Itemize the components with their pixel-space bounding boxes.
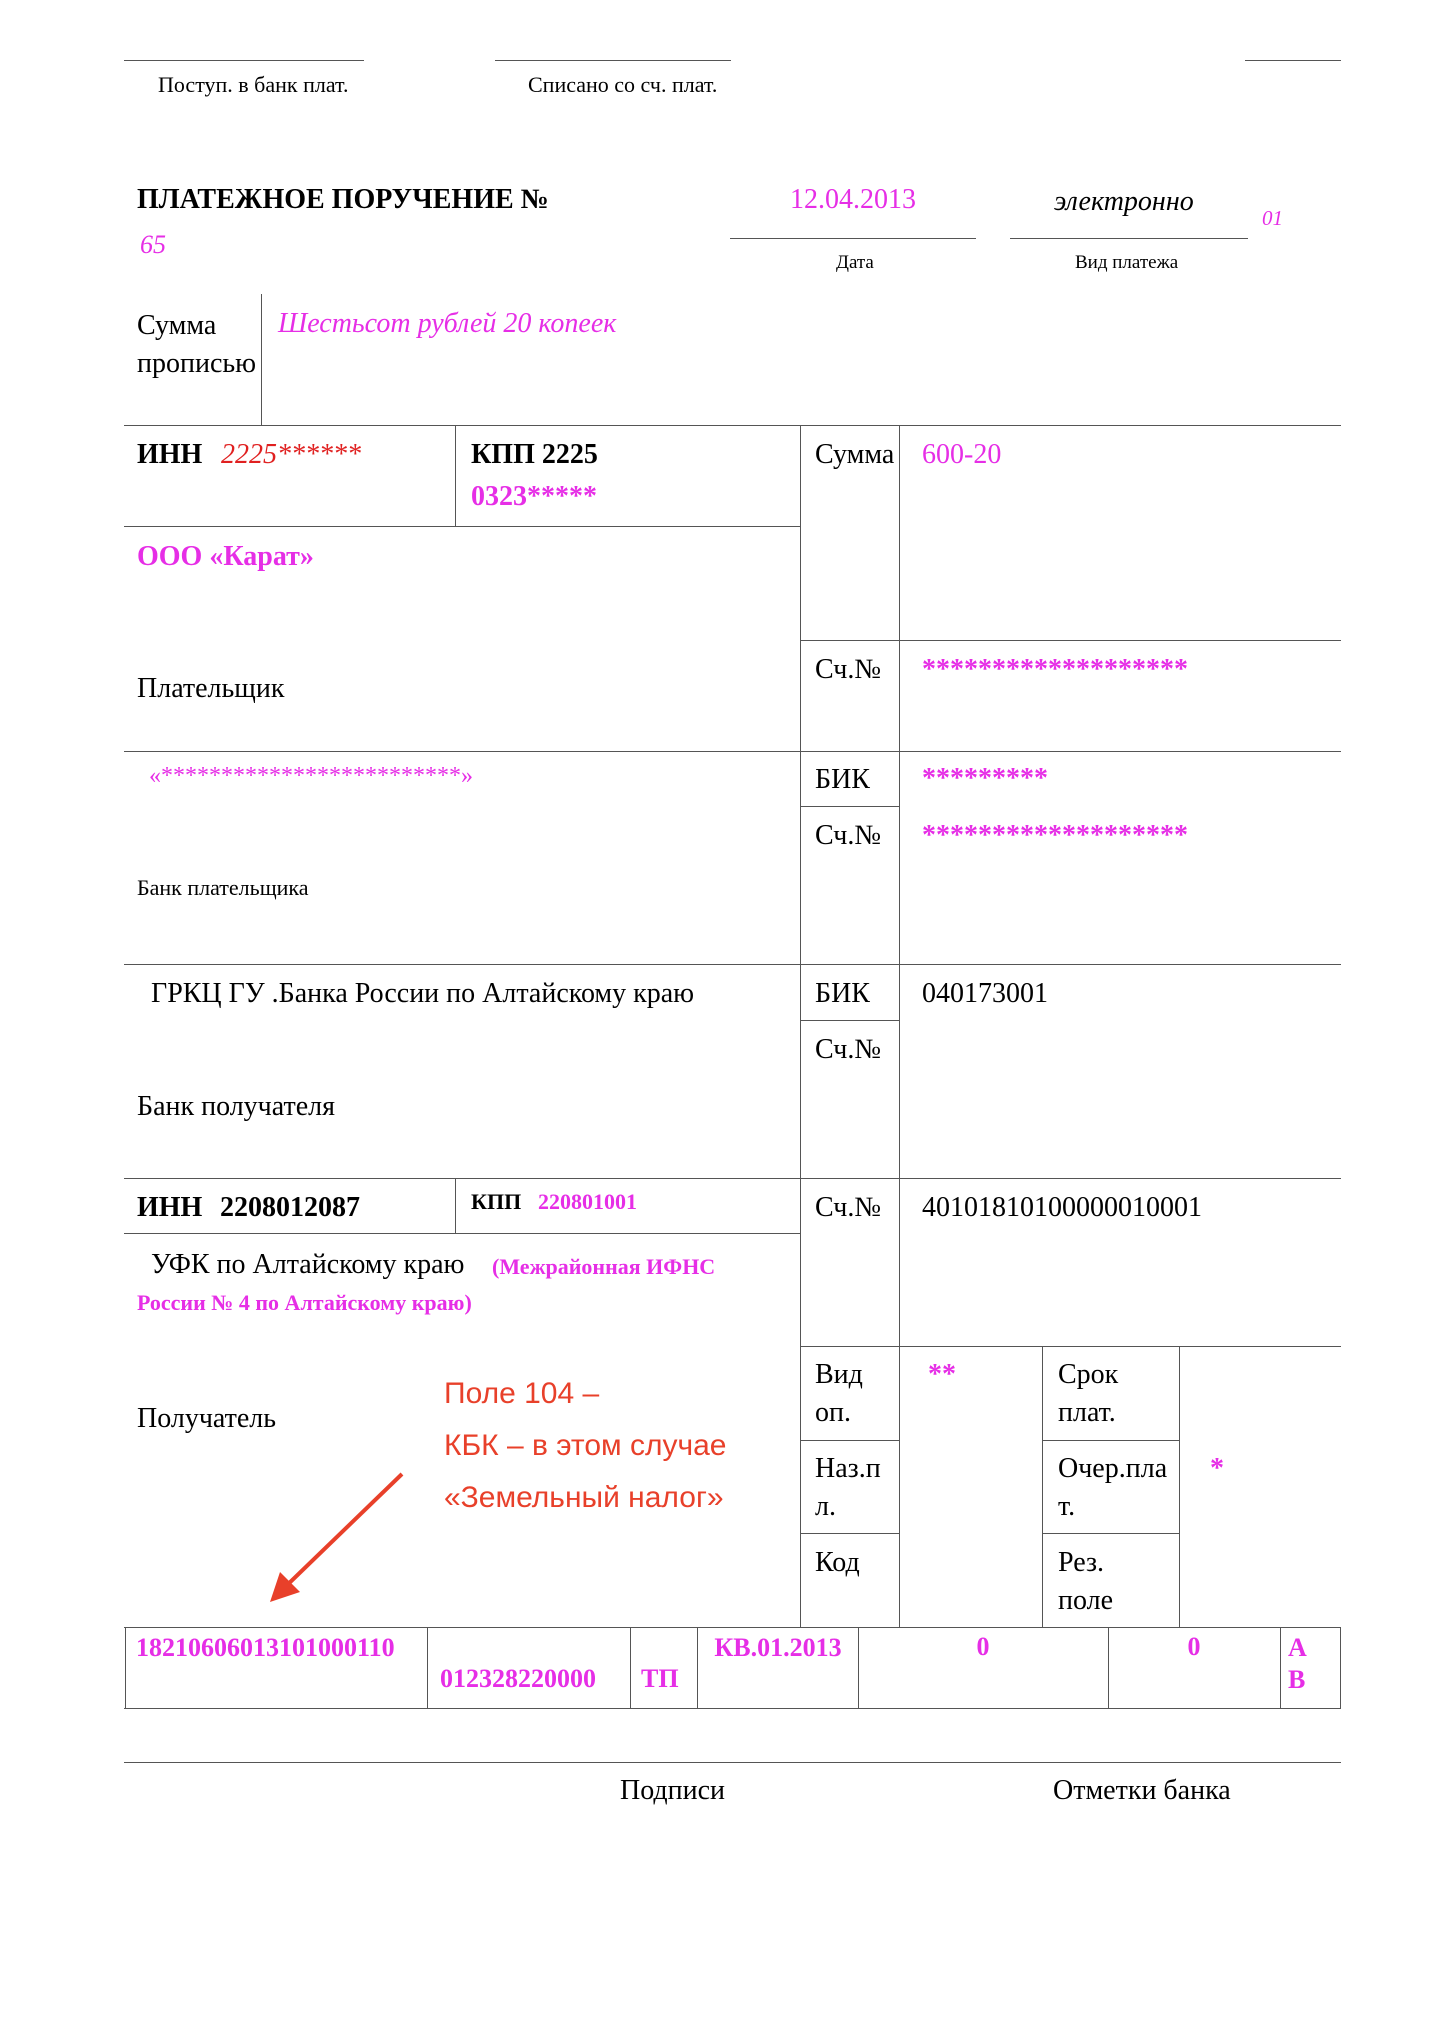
- recipient-inn-value: 2208012087: [220, 1192, 360, 1223]
- recipient-account-value: 40101810100000010001: [922, 1192, 1202, 1223]
- recipient-name-detail-2: России № 4 по Алтайскому краю): [137, 1290, 472, 1315]
- payer-name: ООО «Карат»: [137, 541, 314, 572]
- grid-line-1440: [800, 1440, 899, 1441]
- payer-label: Плательщик: [137, 673, 285, 704]
- grid-line-1533b: [1042, 1533, 1179, 1534]
- vid-op-label: Вид оп.: [815, 1359, 863, 1428]
- received-line: [124, 60, 364, 61]
- col-line-800: [800, 425, 801, 1627]
- recipient-inn-label: ИНН: [137, 1192, 203, 1223]
- recipient-name-detail-1: (Межрайонная ИФНС: [492, 1254, 716, 1279]
- date-label: Дата: [836, 252, 874, 273]
- amount-label: Сумма: [815, 439, 895, 470]
- grid-line-1708: [124, 1708, 1341, 1709]
- grid-line-1627: [124, 1627, 1341, 1628]
- annotation-line-1: Поле 104 –: [444, 1377, 600, 1410]
- basis-value: ТП: [641, 1664, 679, 1693]
- annotation-line-3: «Земельный налог»: [444, 1481, 724, 1514]
- grid-line-1233: [124, 1233, 800, 1234]
- payer-bank-label: Банк плательщика: [137, 875, 309, 900]
- grid-line-751: [124, 751, 1341, 752]
- recipient-bank-bik-value: 040173001: [922, 978, 1048, 1009]
- grid-line-1346: [800, 1346, 1341, 1347]
- tax-col-6: [1280, 1627, 1281, 1708]
- payer-account-label: Сч.№: [815, 654, 882, 685]
- signatures-label: Подписи: [620, 1775, 726, 1806]
- grid-line-1762: [124, 1762, 1341, 1763]
- order-number-fragment: 65: [140, 230, 166, 259]
- amount-words-label: Сумма прописью: [137, 310, 257, 379]
- recipient-bank-account-label: Сч.№: [815, 1034, 882, 1065]
- srok-label: Срок плат.: [1058, 1359, 1119, 1428]
- grid-line-640: [800, 640, 1341, 641]
- recipient-account-label: Сч.№: [815, 1192, 882, 1223]
- amount-words-value: Шестьсот рублей 20 копеек: [278, 308, 617, 339]
- page-title: ПЛАТЕЖНОЕ ПОРУЧЕНИЕ №: [137, 184, 549, 215]
- rez-label: Рез. поле: [1058, 1547, 1114, 1616]
- bank-marks-label: Отметки банка: [1053, 1775, 1231, 1806]
- amount-words-divider: [261, 294, 262, 425]
- tax-col-0: [125, 1627, 126, 1708]
- payer-bank-account-label: Сч.№: [815, 820, 882, 851]
- period-value: КВ.01.2013: [714, 1633, 842, 1662]
- payer-bank-bik-label: БИК: [815, 764, 870, 795]
- payment-type-label: Вид платежа: [1075, 252, 1179, 273]
- tax-col-7: [1340, 1627, 1341, 1708]
- recipient-label: Получатель: [137, 1403, 277, 1434]
- payment-type-line: [1010, 238, 1248, 239]
- amount-value: 600-20: [922, 439, 1002, 470]
- extra-line: [1245, 60, 1341, 61]
- status-code: 01: [1262, 206, 1283, 230]
- col-line-1179: [1179, 1346, 1180, 1627]
- received-label: Поступ. в банк плат.: [158, 72, 349, 97]
- payer-account-value: *******************: [922, 654, 1188, 685]
- grid-line-425: [124, 425, 1341, 426]
- payer-kpp-value: 0323*****: [471, 481, 597, 512]
- grid-line-1178: [124, 1178, 1341, 1179]
- col-line-455a: [455, 425, 456, 526]
- grid-line-1533: [800, 1533, 899, 1534]
- recipient-kpp-value: 220801001: [538, 1189, 637, 1214]
- doc-date-value: 0: [1187, 1632, 1201, 1661]
- debited-line: [495, 60, 731, 61]
- debited-label: Списано со сч. плат.: [528, 72, 718, 97]
- kbk-annotation: [444, 1368, 726, 1524]
- kod-label: Код: [815, 1547, 860, 1578]
- grid-line-1020: [800, 1020, 899, 1021]
- grid-line-806: [800, 806, 899, 807]
- recipient-bank-label: Банк получателя: [137, 1091, 335, 1122]
- naz-label: Наз.пл.: [815, 1453, 881, 1522]
- recipient-bank-bik-label: БИК: [815, 978, 870, 1009]
- tax-col-2: [630, 1627, 631, 1708]
- recipient-name: УФК по Алтайскому краю: [151, 1249, 465, 1280]
- col-line-899: [899, 425, 900, 1627]
- tax-col-1: [427, 1627, 428, 1708]
- payer-bank-name: «*************************»: [149, 763, 473, 789]
- col-line-455b: [455, 1178, 456, 1233]
- payer-kpp-label: КПП 2225: [471, 439, 598, 470]
- doc-number-value: 0: [976, 1632, 990, 1661]
- date-value: 12.04.2013: [790, 184, 916, 215]
- grid-line-526: [124, 526, 800, 527]
- col-line-1042: [1042, 1346, 1043, 1627]
- grid-line-1440b: [1042, 1440, 1179, 1441]
- payer-inn-label: ИНН: [137, 439, 203, 470]
- type-value: АВ: [1288, 1633, 1307, 1694]
- recipient-bank-name: ГРКЦ ГУ .Банка России по Алтайскому краю: [151, 978, 695, 1009]
- payer-inn-value: 2225******: [221, 439, 361, 470]
- arrow-icon: [260, 1460, 420, 1610]
- payer-bank-account-value: *******************: [922, 820, 1188, 851]
- recipient-kpp-label: КПП: [471, 1189, 522, 1214]
- payment-type-value: электронно: [1054, 186, 1194, 217]
- annotation-line-2: КБК – в этом случае: [444, 1429, 727, 1462]
- oktmo-value: 012328220000: [440, 1664, 596, 1693]
- date-line: [730, 238, 976, 239]
- kbk-value: 18210606013101000110: [136, 1633, 395, 1662]
- ocher-label: Очер.плат.: [1058, 1453, 1168, 1522]
- vid-op-value: **: [928, 1359, 956, 1390]
- ocher-value: *: [1210, 1453, 1224, 1484]
- grid-line-964: [124, 964, 1341, 965]
- payer-bank-bik-value: *********: [922, 763, 1048, 794]
- tax-col-3: [697, 1627, 698, 1708]
